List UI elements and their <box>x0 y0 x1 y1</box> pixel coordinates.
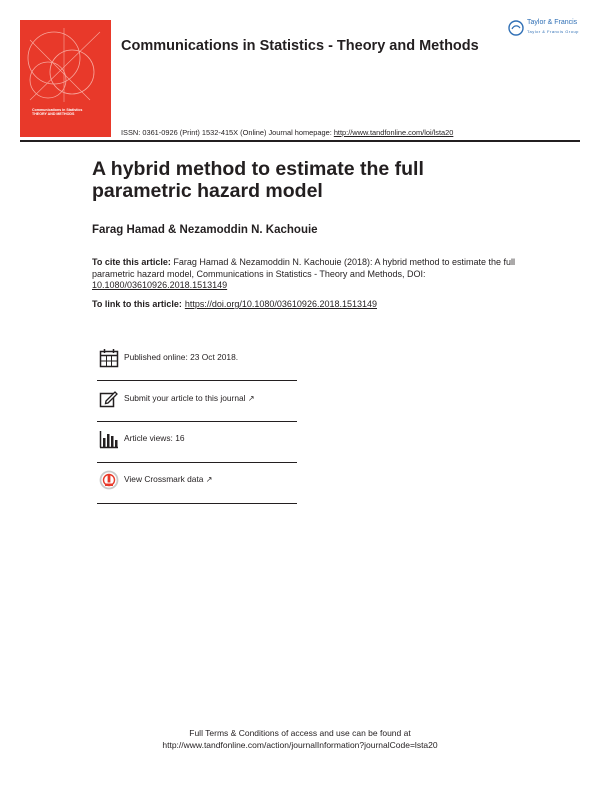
journal-cover-image[interactable] <box>20 20 111 148</box>
published-date: Published online: 23 Oct 2018. <box>124 352 239 362</box>
cover-title-line2: THEORY AND METHODS <box>32 112 75 117</box>
link-label: To link to this article: <box>92 299 182 309</box>
article-views: Article views: 16 <box>124 433 185 443</box>
info-divider <box>97 380 297 381</box>
footer-terms-text: Full Terms & Conditions of access and use can be found at <box>189 728 411 738</box>
published-row <box>97 348 297 388</box>
issn-line <box>121 128 453 137</box>
header-divider <box>20 140 580 142</box>
submit-article-label: Submit your article to this journal <box>124 393 246 403</box>
cover-title-line1: Communications in Statistics <box>32 108 83 112</box>
publisher-logo-icon <box>508 20 524 36</box>
article-title: A hybrid method to estimate the full parametric hazard model <box>92 158 424 202</box>
crossmark-link[interactable] <box>124 474 212 484</box>
submit-article-link[interactable] <box>124 393 255 403</box>
cover-footer: Volume 00 Number 00 2018 <box>32 145 65 148</box>
journal-homepage-link[interactable]: http://www.tandfonline.com/loi/lsta20 <box>333 128 454 137</box>
footer-journal-info-link[interactable]: http://www.tandfonline.com/action/journalInformation?journalCode=lsta20 <box>162 740 438 750</box>
crossmark-icon <box>99 470 119 490</box>
citation-block <box>92 257 522 292</box>
issn-text: ISSN: 0361-0926 (Print) 1532-415X (Online) Journal homepage: <box>121 128 334 137</box>
edit-icon <box>99 389 119 409</box>
bar-chart-icon <box>99 429 119 449</box>
info-divider <box>97 503 297 504</box>
publisher-subtitle: Taylor & Francis Group <box>527 29 579 34</box>
submit-article-row[interactable] <box>97 389 297 429</box>
calendar-icon <box>99 348 119 368</box>
article-link-line <box>92 299 377 309</box>
cite-text: Farag Hamad & Nezamoddin N. Kachouie (2018): A hybrid method to estimate the full parametric hazard model, Communications in Statistics - Theory and Methods, DOI: <box>92 257 516 279</box>
external-link-icon: ↗ <box>247 394 255 403</box>
cite-doi-link[interactable]: 10.1080/03610926.2018.1513149 <box>92 280 228 290</box>
info-divider <box>97 462 297 463</box>
publisher-logo[interactable] <box>508 18 580 40</box>
article-doi-link[interactable]: https://doi.org/10.1080/03610926.2018.1513149 <box>184 299 378 309</box>
external-link-icon: ↗ <box>205 475 213 484</box>
cite-label: To cite this article: <box>92 257 171 267</box>
journal-title[interactable]: Communications in Statistics - Theory and Methods <box>121 38 479 54</box>
page-footer <box>0 727 600 751</box>
publisher-name: Taylor & Francis <box>527 19 578 26</box>
info-divider <box>97 421 297 422</box>
article-authors: Farag Hamad & Nezamoddin N. Kachouie <box>92 224 318 236</box>
cover-title <box>32 108 104 117</box>
crossmark-label: View Crossmark data <box>124 474 204 484</box>
